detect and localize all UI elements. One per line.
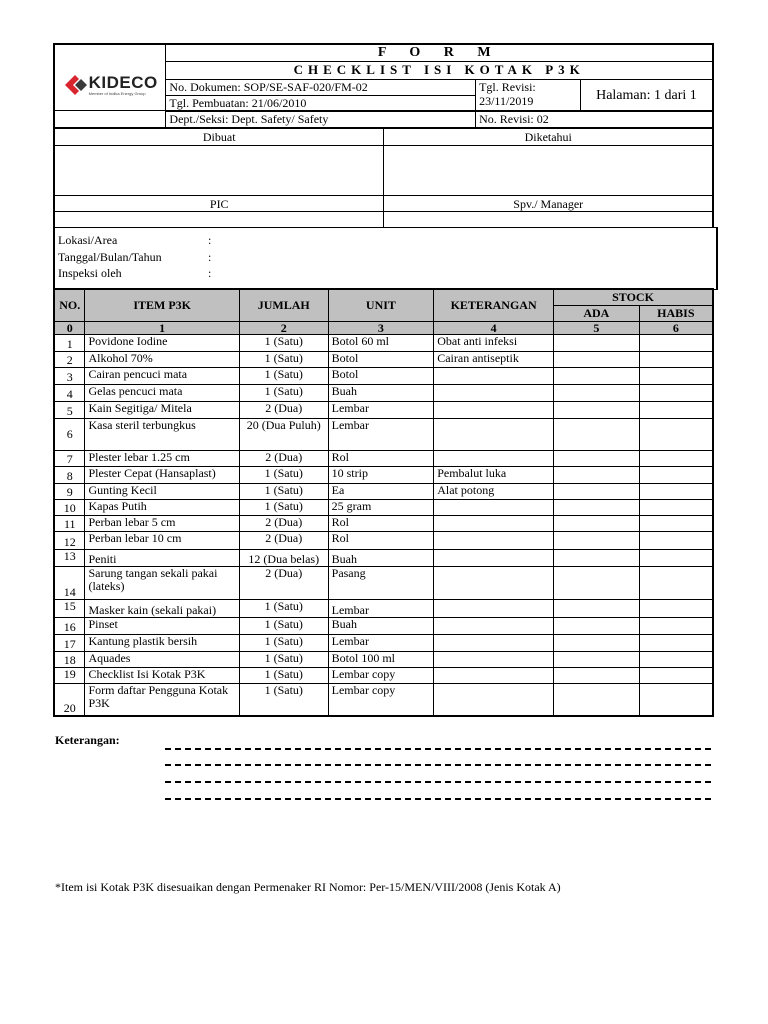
row-no: 18 [54, 651, 85, 667]
row-jumlah: 1 (Satu) [239, 334, 328, 351]
row-ada-cell[interactable] [554, 418, 640, 450]
signature-table [53, 128, 714, 228]
row-no: 9 [54, 483, 85, 499]
col-number: 5 [554, 321, 640, 334]
row-item: Pinset [85, 617, 239, 634]
table-row [54, 566, 713, 599]
row-jumlah: 1 (Satu) [239, 617, 328, 634]
row-jumlah: 1 (Satu) [239, 351, 328, 367]
row-keterangan [434, 683, 554, 716]
keterangan-line[interactable] [165, 764, 711, 766]
spv-label: Spv./ Manager [384, 196, 713, 212]
inspection-info [53, 227, 718, 290]
row-jumlah: 1 (Satu) [239, 634, 328, 651]
row-unit: Lembar copy [328, 683, 434, 716]
tgl-revisi-value: 23/11/2019 [479, 94, 534, 108]
row-jumlah: 1 (Satu) [239, 466, 328, 483]
keterangan-label: Keterangan: [55, 733, 120, 747]
lokasi-label: Lokasi/Area [58, 233, 118, 247]
row-ada-cell[interactable] [554, 450, 640, 466]
pic-name-box[interactable] [54, 212, 384, 228]
keterangan-line[interactable] [165, 798, 711, 800]
row-jumlah: 2 (Dua) [239, 515, 328, 531]
row-keterangan [434, 401, 554, 418]
table-row [54, 617, 713, 634]
table-row [54, 515, 713, 531]
col-number: 0 [54, 321, 85, 334]
row-habis-cell[interactable] [639, 401, 713, 418]
row-no: 8 [54, 466, 85, 483]
row-unit: Buah [328, 617, 434, 634]
col-header-no: NO. [54, 289, 85, 321]
row-habis-cell[interactable] [639, 499, 713, 515]
row-unit: Pasang [328, 566, 434, 599]
row-keterangan [434, 549, 554, 566]
col-header-unit: UNIT [328, 289, 434, 321]
row-unit: Botol 100 ml [328, 651, 434, 667]
row-unit: Buah [328, 549, 434, 566]
row-jumlah: 1 (Satu) [239, 483, 328, 499]
no-revisi: No. Revisi: 02 [476, 112, 713, 129]
col-header-stock: STOCK [554, 289, 713, 305]
row-no: 19 [54, 667, 85, 683]
row-ada-cell[interactable] [554, 334, 640, 351]
col-number: 3 [328, 321, 434, 334]
row-ada-cell[interactable] [554, 531, 640, 549]
row-no: 17 [54, 634, 85, 651]
row-ada-cell[interactable] [554, 483, 640, 499]
tanggal-colon: : [208, 250, 212, 264]
row-no: 4 [54, 384, 85, 401]
tgl-revisi-label: Tgl. Revisi: [479, 80, 536, 94]
row-keterangan: Alat potong [434, 483, 554, 499]
checklist-title: CHECKLIST ISI KOTAK P3K [166, 62, 713, 80]
row-habis-cell[interactable] [639, 515, 713, 531]
row-no: 7 [54, 450, 85, 466]
row-unit: Botol [328, 367, 434, 384]
row-habis-cell[interactable] [639, 617, 713, 634]
row-no: 13 [54, 549, 85, 566]
spv-name-box[interactable] [384, 212, 713, 228]
row-jumlah: 1 (Satu) [239, 367, 328, 384]
row-habis-cell[interactable] [639, 418, 713, 450]
row-ada-cell[interactable] [554, 466, 640, 483]
row-keterangan [434, 599, 554, 617]
table-row [54, 531, 713, 549]
row-habis-cell[interactable] [639, 651, 713, 667]
row-ada-cell[interactable] [554, 667, 640, 683]
inspeksi-label: Inspeksi oleh [58, 266, 122, 280]
col-number: 6 [639, 321, 713, 334]
row-item: Cairan pencuci mata [85, 367, 239, 384]
row-ada-cell[interactable] [554, 401, 640, 418]
logo-tagline: Member of Indika Energy Group [88, 91, 146, 96]
row-unit: Lembar [328, 599, 434, 617]
row-keterangan: Pembalut luka [434, 466, 554, 483]
row-jumlah: 1 (Satu) [239, 599, 328, 617]
form-title: F O R M [166, 44, 713, 62]
tanggal-label: Tanggal/Bulan/Tahun [58, 250, 162, 264]
table-row [54, 667, 713, 683]
row-habis-cell[interactable] [639, 367, 713, 384]
table-row [54, 466, 713, 483]
row-ada-cell[interactable] [554, 549, 640, 566]
row-habis-cell[interactable] [639, 667, 713, 683]
row-item: Kapas Putih [85, 499, 239, 515]
row-keterangan [434, 651, 554, 667]
lokasi-colon: : [208, 233, 212, 247]
row-keterangan [434, 515, 554, 531]
header-blank-bar [53, 110, 714, 128]
lokasi-row [58, 233, 212, 247]
tgl-pembuatan: Tgl. Pembuatan: 21/06/2010 [166, 96, 476, 112]
row-jumlah: 1 (Satu) [239, 499, 328, 515]
row-no: 5 [54, 401, 85, 418]
row-keterangan [434, 367, 554, 384]
row-no: 16 [54, 617, 85, 634]
pic-label: PIC [54, 196, 384, 212]
row-item: Gelas pencuci mata [85, 384, 239, 401]
row-item: Alkohol 70% [85, 351, 239, 367]
row-jumlah: 1 (Satu) [239, 683, 328, 716]
row-jumlah: 2 (Dua) [239, 531, 328, 549]
row-keterangan [434, 617, 554, 634]
row-item: Gunting Kecil [85, 483, 239, 499]
table-row [54, 651, 713, 667]
row-jumlah: 1 (Satu) [239, 651, 328, 667]
table-row [54, 367, 713, 384]
row-ada-cell[interactable] [554, 617, 640, 634]
kideco-logo-icon [63, 73, 89, 97]
row-jumlah: 1 (Satu) [239, 384, 328, 401]
table-row [54, 634, 713, 651]
row-ada-cell[interactable] [554, 384, 640, 401]
row-item: Perban lebar 10 cm [85, 531, 239, 549]
row-unit: Botol 60 ml [328, 334, 434, 351]
row-item: Plester Cepat (Hansaplast) [85, 466, 239, 483]
inspeksi-row [58, 266, 212, 280]
row-jumlah: 1 (Satu) [239, 667, 328, 683]
row-ada-cell[interactable] [554, 599, 640, 617]
col-header-habis: HABIS [639, 305, 713, 321]
row-habis-cell[interactable] [639, 466, 713, 483]
row-habis-cell[interactable] [639, 599, 713, 617]
row-no: 15 [54, 599, 85, 617]
row-unit: Lembar [328, 418, 434, 450]
row-keterangan [434, 384, 554, 401]
row-no: 3 [54, 367, 85, 384]
table-row [54, 499, 713, 515]
diketahui-label: Diketahui [384, 129, 713, 146]
row-no: 14 [54, 566, 85, 599]
row-unit: Rol [328, 450, 434, 466]
table-row [54, 334, 713, 351]
col-number: 1 [85, 321, 239, 334]
col-header-keterangan: KETERANGAN [434, 289, 554, 321]
diketahui-signature-box[interactable] [384, 146, 713, 196]
row-unit: Buah [328, 384, 434, 401]
table-row [54, 351, 713, 367]
table-row [54, 418, 713, 450]
keterangan-line[interactable] [165, 781, 711, 783]
row-habis-cell[interactable] [639, 683, 713, 716]
row-habis-cell[interactable] [639, 483, 713, 499]
row-item: Peniti [85, 549, 239, 566]
row-item: Checklist Isi Kotak P3K [85, 667, 239, 683]
row-item: Sarung tangan sekali pakai (lateks) [85, 566, 239, 599]
table-row [54, 384, 713, 401]
row-ada-cell[interactable] [554, 351, 640, 367]
row-ada-cell[interactable] [554, 367, 640, 384]
row-habis-cell[interactable] [639, 334, 713, 351]
halaman: Halaman: 1 dari 1 [580, 80, 713, 112]
row-keterangan [434, 450, 554, 466]
table-row [54, 683, 713, 716]
row-ada-cell[interactable] [554, 499, 640, 515]
table-row [54, 483, 713, 499]
row-keterangan [434, 418, 554, 450]
row-item: Form daftar Pengguna Kotak P3K [85, 683, 239, 716]
logo-brand-text: KIDECO [88, 73, 158, 92]
row-ada-cell[interactable] [554, 515, 640, 531]
row-unit: 10 strip [328, 466, 434, 483]
row-item: Perban lebar 5 cm [85, 515, 239, 531]
row-no: 10 [54, 499, 85, 515]
row-ada-cell[interactable] [554, 683, 640, 716]
row-keterangan [434, 566, 554, 599]
row-keterangan [434, 531, 554, 549]
row-habis-cell[interactable] [639, 549, 713, 566]
table-row [54, 549, 713, 566]
row-habis-cell[interactable] [639, 351, 713, 367]
inspeksi-colon: : [208, 266, 212, 280]
tgl-revisi [476, 80, 581, 112]
keterangan-line[interactable] [165, 748, 711, 750]
row-item: Masker kain (sekali pakai) [85, 599, 239, 617]
dept-seksi: Dept./Seksi: Dept. Safety/ Safety [166, 112, 476, 129]
table-row [54, 401, 713, 418]
row-keterangan: Cairan antiseptik [434, 351, 554, 367]
row-no: 1 [54, 334, 85, 351]
row-keterangan [434, 667, 554, 683]
row-jumlah: 2 (Dua) [239, 401, 328, 418]
row-jumlah: 12 (Dua belas) [239, 549, 328, 566]
dibuat-label: Dibuat [54, 129, 384, 146]
row-habis-cell[interactable] [639, 450, 713, 466]
row-unit: Rol [328, 515, 434, 531]
table-row [54, 450, 713, 466]
dibuat-signature-box[interactable] [54, 146, 384, 196]
row-jumlah: 2 (Dua) [239, 566, 328, 599]
tanggal-row [58, 250, 212, 264]
col-header-ada: ADA [554, 305, 640, 321]
row-keterangan [434, 499, 554, 515]
no-dokumen: No. Dokumen: SOP/SE-SAF-020/FM-02 [166, 80, 476, 96]
row-unit: 25 gram [328, 499, 434, 515]
row-unit: Lembar copy [328, 667, 434, 683]
row-ada-cell[interactable] [554, 634, 640, 651]
row-item: Kantung plastik bersih [85, 634, 239, 651]
row-item: Kasa steril terbungkus [85, 418, 239, 450]
row-unit: Lembar [328, 634, 434, 651]
footnote: *Item isi Kotak P3K disesuaikan dengan Permenaker RI Nomor: Per-15/MEN/VIII/2008 (Jenis Kotak A) [55, 880, 561, 894]
row-habis-cell[interactable] [639, 634, 713, 651]
col-header-jumlah: JUMLAH [239, 289, 328, 321]
row-jumlah: 2 (Dua) [239, 450, 328, 466]
row-item: Plester lebar 1.25 cm [85, 450, 239, 466]
row-no: 6 [54, 418, 85, 450]
row-unit: Ea [328, 483, 434, 499]
row-item: Aquades [85, 651, 239, 667]
row-habis-cell[interactable] [639, 384, 713, 401]
checklist-table [53, 288, 714, 717]
row-unit: Rol [328, 531, 434, 549]
row-unit: Botol [328, 351, 434, 367]
kideco-logo [63, 73, 158, 97]
row-item: Kain Segitiga/ Mitela [85, 401, 239, 418]
row-unit: Lembar [328, 401, 434, 418]
row-ada-cell[interactable] [554, 651, 640, 667]
row-habis-cell[interactable] [639, 531, 713, 549]
row-no: 20 [54, 683, 85, 716]
row-item: Povidone Iodine [85, 334, 239, 351]
table-row [54, 599, 713, 617]
row-ada-cell[interactable] [554, 566, 640, 599]
row-keterangan: Obat anti infeksi [434, 334, 554, 351]
row-no: 2 [54, 351, 85, 367]
row-habis-cell[interactable] [639, 566, 713, 599]
row-keterangan [434, 634, 554, 651]
col-header-item: ITEM P3K [85, 289, 239, 321]
col-number: 4 [434, 321, 554, 334]
row-jumlah: 20 (Dua Puluh) [239, 418, 328, 450]
row-no: 11 [54, 515, 85, 531]
row-no: 12 [54, 531, 85, 549]
col-number: 2 [239, 321, 328, 334]
